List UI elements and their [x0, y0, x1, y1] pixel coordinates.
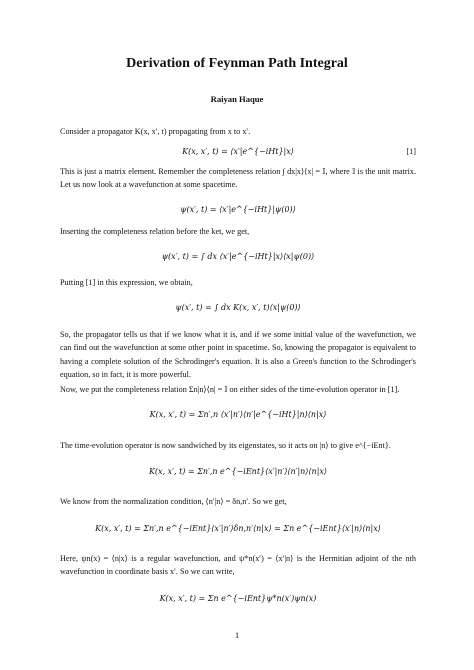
paper-title: Derivation of Feynman Path Integral	[126, 56, 348, 71]
paragraph-5: So, the propagator tells us that if we know what it is, and if we some initial value of the wavefunction, we can find out the wavefunction at some other point in spacetime. So, knowing the propagator is equivalent to having a complete solution of the Schrodinger's equation. It is also a Green's function to the Schrodinger's equation, so in fact, it is more powerful.	[60, 330, 416, 380]
equation-6: K(x, x′, t) = Σn′,n e^{−iEnt}⟨x′|n′⟩⟨n′|n⟩⟨n|x⟩	[148, 467, 328, 476]
paragraph-4: Putting [1] in this expression, we obtain,	[60, 278, 193, 287]
paragraph-7: The time-evolution operator is now sandwiched by its eigenstates, so it acts on |n⟩ to give e^{−iEnt}.	[60, 441, 391, 450]
paragraph-8: We know from the normalization condition, ⟨n′|n⟩ = δn,n′. So we get,	[60, 497, 287, 506]
paragraph-9: Here, ψn(x) = ⟨n|x⟩ is a regular wavefunction, and ψ*n(x′) = ⟨x′|n⟩ is the Hermitian adjoint of the nth wavefunction in coordinate basis x′. So we can write,	[60, 554, 416, 577]
equation-7: K(x, x′, t) = Σn′,n e^{−iEnt}⟨x′|n′⟩δn,n′⟨n|x⟩ = Σn e^{−iEnt}⟨x′|n⟩⟨n|x⟩	[95, 524, 381, 533]
equation-1: K(x, x′, t) = ⟨x′|e^{−iHt}|x⟩	[182, 147, 294, 156]
equation-8: K(x, x′, t) = Σn e^{−iEnt}ψ*n(x′)ψn(x)	[159, 594, 317, 603]
equation-4: ψ(x′, t) = ∫ dx K(x, x′, t)⟨x|ψ(0)⟩	[175, 303, 301, 312]
page-number: 1	[234, 630, 240, 640]
equation-2: ψ(x′, t) = ⟨x′|e^{−iHt}|ψ(0)⟩	[180, 205, 296, 214]
paragraph-1: Consider a propagator K(x, x′, t) propagating from x to x′.	[60, 127, 251, 136]
paragraph-2: This is just a matrix element. Remember the completeness relation ∫ dx|x⟩⟨x| = 𝕀, where 𝕀 is the unit matrix. Let us now look at a wavefunction at some spacetime.	[60, 167, 416, 190]
paragraph-6: Now, we put the completeness relation Σn|n⟩⟨n| = 𝕀 on either sides of the time-evolution operator in [1].	[60, 385, 400, 394]
equation-3: ψ(x′, t) = ∫ dx ⟨x′|e^{−iHt}|x⟩⟨x|ψ(0)⟩	[161, 252, 315, 261]
equation-1-number: [1]	[406, 147, 416, 156]
author-name: Raiyan Haque	[210, 94, 264, 104]
paragraph-3: Inserting the completeness relation before the ket, we get,	[60, 227, 250, 236]
equation-5: K(x, x′, t) = Σn′,n ⟨x′|n′⟩⟨n′|e^{−iHt}|n⟩⟨n|x⟩	[149, 410, 327, 419]
